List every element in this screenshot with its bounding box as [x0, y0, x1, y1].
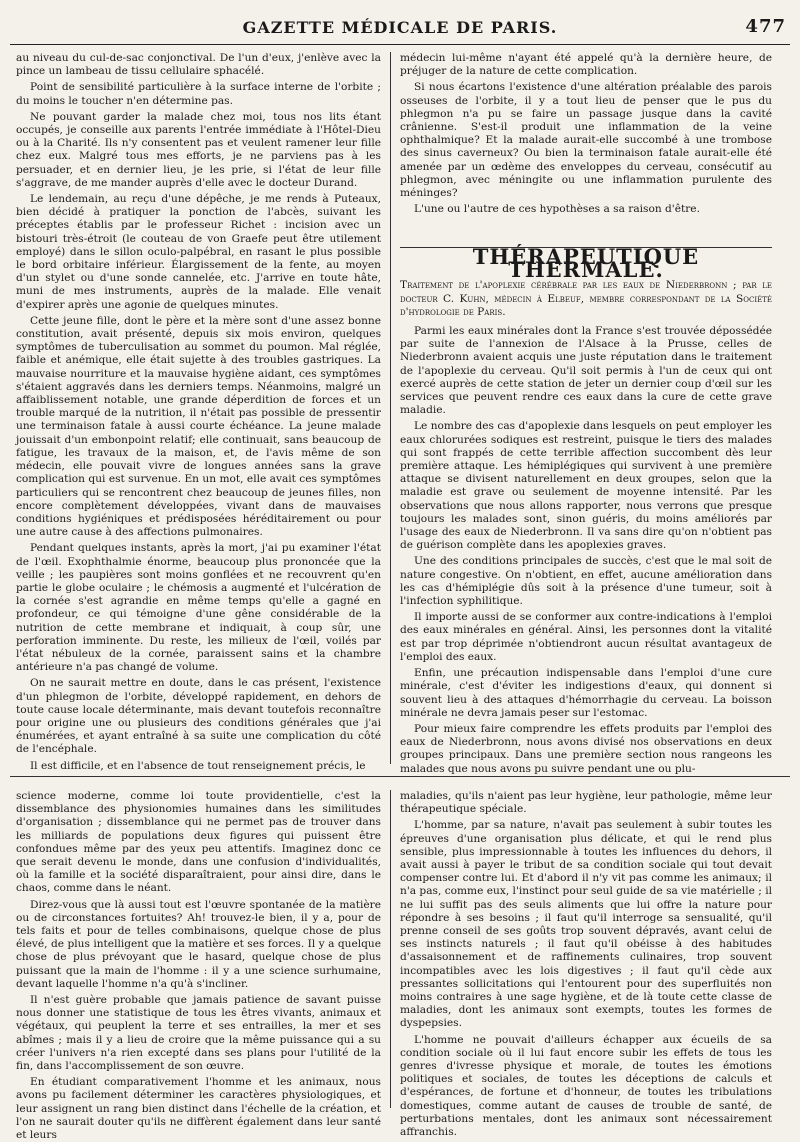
paragraph: Enfin, une précaution indispensable dans l'emploi d'une cure minérale, c'est d'éviter les indigestions d'eaux, qui donnent si souvent lieu à des attaques d'hémorrhagie du cerveau. La boisson minérale ne devra jamais peser sur l'estomac.	[400, 667, 772, 719]
feuilleton-left	[16, 790, 381, 1142]
section-title: THÉRAPEUTIQUE THERMALE.	[472, 244, 700, 283]
header-rule	[10, 44, 790, 45]
page-number: 477	[745, 16, 786, 37]
article-subtitle: Traitement de l'apoplexie cérébrale par les eaux de Niederbronn ; par le docteur C. Kuhn, médecin à Elbeuf, membre correspondant de la Société d'hydrologie de Paris.	[400, 279, 772, 318]
paragraph: Point de sensibilité particulière à la surface interne de l'orbite ; du moins le toucher n'en détermine pas.	[16, 81, 381, 107]
paragraph: au niveau du cul-de-sac conjonctival. De l'un d'eux, j'enlève avec la pince un lambeau de tissu cellulaire sphacélé.	[16, 52, 381, 78]
paragraph: L'homme ne pouvait d'ailleurs échapper aux écueils de sa condition sociale où il lui faut encore subir les effets de tous les genres d'ivresse physique et morale, de toutes les émotions politiques et sociales, de toutes les déceptions de calculs et d'espérances, de fortune et d'honneur, de toutes les tribulations domestiques, comme autant de causes de trouble de santé, de perturbations mentales, dont les animaux sont nécessairement affranchis.	[400, 1033, 772, 1139]
right-column-top	[400, 52, 772, 248]
paragraph: Une des conditions principales de succès, c'est que le mal soit de nature congestive. On n'obtient, en effet, aucune amélioration dans les cas d'hémiplégie dûs soit à la présence d'une tumeur, soit à l'infection syphilitique.	[400, 555, 772, 608]
paragraph: Pour mieux faire comprendre les effets produits par l'emploi des eaux de Niederbronn, nous avons divisé nos observations en deux groupes principaux. Dans une première section nous rangeons les malades que nous avons pu suivre pendant une ou plu-	[400, 722, 772, 775]
column-divider-top	[390, 52, 391, 764]
paragraph: Direz-vous que là aussi tout est l'œuvre spontanée de la matière ou de circonstances fortuites? Ah! trouvez-le bien, il y a, pour de tels faits et pour de telles combinaisons, quelque chose de plus élevé, de plus intelligent que la matière et ses forces. Il y a quelque chose de plus prévoyant que le hasard, quelque chose de plus puissant que la main de l'homme : il y a une science surhumaine, devant laquelle l'homme n'a qu'à s'incliner.	[16, 898, 381, 990]
section-divider	[10, 776, 790, 777]
paragraph: L'une ou l'autre de ces hypothèses a sa raison d'être.	[414, 203, 700, 216]
paragraph: Le nombre des cas d'apoplexie dans lesquels on peut employer les eaux chlorurées sodiques est restreint, puisque le tiers des malades qui sont frappés de cette terrible affection succombent dès leur première attaque. Les hémiplégiques qui survivent à une première attaque se divisent naturellement en deux groupes, selon que la maladie est grave ou seulement de moyenne intensité. Par les observations que nous allons rapporter, nous verrons que presque toujours les malades sont, sinon guéris, du moins améliorés par l'usage des eaux de Niederbronn. Il va sans dire qu'on n'obtient pas de guérison complète dans les apoplexies graves.	[400, 420, 772, 552]
paragraph: médecin lui-même n'ayant été appelé qu'à la dernière heure, de préjuger de la nature de cette complication.	[400, 52, 772, 78]
left-column-top	[16, 52, 381, 772]
paragraph: Parmi les eaux minérales dont la France s'est trouvée dépossédée par suite de l'annexion de l'Alsace à la Prusse, celles de Niederbronn avaient acquis une juste réputation dans le traitement de l'apoplexie du cerveau. Qu'il soit permis à l'un de ceux qui ont exercé auprès de cette station de jeter un dernier coup d'œil sur les services que peuvent rendre ces eaux dans la cure de cette grave maladie.	[400, 325, 772, 417]
paragraph: Si nous écartons l'existence d'une altération préalable des parois osseuses de l'orbite, il y a tout lieu de penser que le pus du phlegmon n'a pu se faire un passage jusque dans la cavité crânienne. S'est-il produit une inflammation de la veine ophthalmique? Et la malade aurait-elle succombé à une trombose des sinus caverneux? Ou bien la terminaison fatale aurait-elle été amenée par un œdème des enveloppes du cerveau, consécutif au phlegmon, avec méningite ou une inflammation purulente des méninges?	[400, 81, 772, 200]
paragraph: L'homme, par sa nature, n'avait pas seulement à subir toutes les épreuves d'une organisation plus délicate, et qui le rend plus sensible, plus impressionnable à toutes les influences du dehors, il avait aussi à payer le tribut de sa condition sociale qui tout devait compenser contre lui. Et d'abord il n'y vit pas comme les animaux; il n'a pas, comme eux, l'instinct pour seul guide de sa vie matérielle ; il ne lui suffit pas des seuls aliments que lui offre la nature pour répondre à ses besoins ; il faut qu'il interroge sa sensualité, qu'il prenne conseil de ses goûts trop souvent dépravés, avant celui de ses instincts naturels ; il faut qu'il obéisse à des habitudes d'assaisonnement et de raffinements culinaires, trop souvent incompatibles avec les lois digestives ; il faut qu'il cède aux pressantes sollicitations qui l'entourent pour des superfluités non moins contraires à une sage hygiène, et de là toute cette classe de maladies, dont les animaux sont exempts, toutes les formes de dyspepsies.	[400, 819, 772, 1030]
paragraph: Le lendemain, au reçu d'une dépêche, je me rends à Puteaux, bien décidé à pratiquer la ponction de l'abcès, suivant les préceptes établis par le professeur Richet : incision avec un bistouri très-étroit (le couteau de von Graefe peut être utilement employé) dans le sillon oculo-palpébral, en rasant le plus possible le bord orbitaire inférieur. Élargissement de la fente, au moyen d'un stylet ou d'une sonde cannelée, etc. J'arrive en toute hâte, muni de mes instruments, auprès de la malade. Elle venait d'expirer après une agonie de quelques minutes.	[16, 193, 381, 311]
paragraph: Pendant quelques instants, après la mort, j'ai pu examiner l'état de l'œil. Exophthalmie énorme, beaucoup plus prononcée que la veille ; les paupières sont moins gonflées et ne recouvrent qu'en partie le globe oculaire ; le chémosis a augmenté et l'ulcération de la cornée s'est agrandie en même temps qu'elle a gagné en profondeur, ce qui témoigne d'une gêne considérable de la nutrition de cette membrane et indiquait, à coup sûr, une perforation imminente. Du reste, les milieux de l'œil, voilés par l'état nébuleux de la cornée, paraissent sains et la chambre antérieure n'a pas changé de volume.	[16, 542, 381, 674]
running-head	[0, 14, 800, 40]
paragraph: Il importe aussi de se conformer aux contre-indications à l'emploi des eaux minérales en général. Ainsi, les personnes dont la vitalité est par trop déprimée n'obtiendront aucun résultat avantageux de l'emploi des eaux.	[400, 611, 772, 663]
paragraph: maladies, qu'ils n'aient pas leur hygiène, leur pathologie, même leur thérapeutique spéciale.	[400, 790, 772, 816]
journal-title: GAZETTE MÉDICALE DE PARIS.	[242, 18, 558, 37]
paragraph: Il est difficile, et en l'absence de tout renseignement précis, le	[30, 759, 366, 772]
column-divider-bottom	[390, 790, 391, 1108]
paragraph: Il n'est guère probable que jamais patience de savant puisse nous donner une statistique de tous les êtres vivants, animaux et végétaux, qui peuplent la terre et ses entrailles, la mer et ses abîmes ; mais il y a lieu de croire que la même puissance qui a su créer l'univers n'a rien excepté dans ses plans pour l'utilité de la fin, dans l'accomplissement de son œuvre.	[16, 994, 381, 1073]
paragraph: Ne pouvant garder la malade chez moi, tous nos lits étant occupés, je conseille aux parents l'entrée immédiate à l'Hôtel-Dieu ou à la Charité. Ils n'y consentent pas et veulent ramener leur fille chez eux. Malgré tous mes efforts, je ne parviens pas à les persuader, et en dernier lieu, je les prie, si l'état de leur fille s'aggrave, de me mander auprès d'elle avec le docteur Durand.	[16, 110, 381, 189]
paragraph: Cette jeune fille, dont le père et la mère sont d'une assez bonne constitution, avait présenté, depuis six mois environ, quelques symptômes de tuberculisation au sommet du poumon. Mal réglée, faible et anémique, elle était sujette à des troubles gastriques. La mauvaise nourriture et la mauvaise hygiène aidant, ces symptômes s'étaient aggravés dans les derniers temps. Néanmoins, malgré un affaiblissement notable, une grande déperdition de forces et un trouble marqué de la nutrition, il n'était pas possible de pressentir une terminaison fatale à aussi courte échéance. La jeune malade jouissait d'un embonpoint relatif; elle continuait, sans beaucoup de fatigue, les travaux de la maison, et, de l'avis même de son médecin, elle pouvait vivre de longues années sans la grave complication qui est survenue. En un mot, elle avait ces symptômes particuliers qui se rencontrent chez beaucoup de jeunes filles, non encore complètement développées, vivant dans de mauvaises conditions hygiéniques et prédisposées héréditairement ou pour une autre cause à des affections pulmonaires.	[16, 314, 381, 539]
paragraph: science moderne, comme loi toute providentielle, c'est la dissemblance des physionomies humaines dans les similitudes d'organisation ; dissemblance qui ne permet pas de trouver dans les milliards de populations deux figures qui puissent être confondues même par des yeux peu attentifs. Imaginez donc ce que serait devenu le monde, dans une confusion d'individualités, où la famille et la société disparaîtraient, pour ainsi dire, dans le chaos, comme dans le néant.	[16, 790, 381, 895]
therapeutique-article	[400, 244, 772, 775]
paragraph: En étudiant comparativement l'homme et les animaux, nous avons pu facilement déterminer les caractères physiologiques, et leur assignent un rang bien distinct dans l'échelle de la création, et l'on ne saurait douter qu'ils ne diffèrent également dans leur santé et leurs	[16, 1076, 381, 1142]
feuilleton-right	[400, 790, 772, 1139]
paragraph: On ne saurait mettre en doute, dans le cas présent, l'existence d'un phlegmon de l'orbite, développé rapidement, en dehors de toute cause locale déterminante, mais devant toutefois reconnaître pour origine une ou plusieurs des conditions générales que j'ai énumérées, et ayant entraîné à sa suite une complication du côté de l'encéphale.	[16, 677, 381, 756]
